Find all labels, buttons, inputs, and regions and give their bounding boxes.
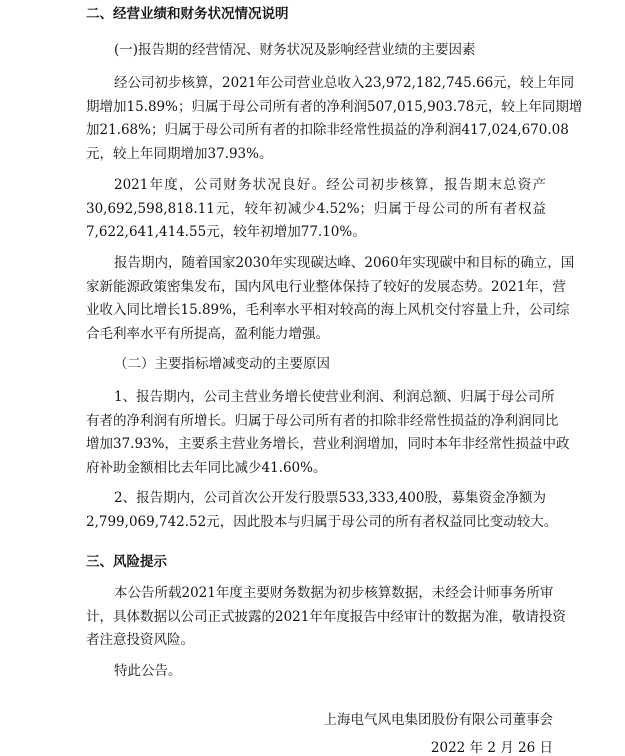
signature-date: 2022 年 2 月 26 日 <box>430 740 553 756</box>
text-line: 期增加15.89%；归属于母公司所有者的净利润507,015,903.78元，较上年同期增 <box>86 98 583 115</box>
text-line: 报告期内，随着国家2030年实现碳达峰、2060年实现碳中和目标的确立，国 <box>114 255 575 271</box>
paragraph-risk-warning <box>86 582 566 653</box>
text-line: 经公司初步核算，2021年公司营业总收入23,972,182,745.66元，较上年同 <box>114 75 575 91</box>
text-line: 家新能源政策密集发布，国内风电行业整体保持了较好的发展态势。2021年，营 <box>86 278 566 295</box>
text-line: 者注意投资风险。 <box>86 632 194 648</box>
text-line: 元，较上年同期增加37.93%。 <box>86 145 273 162</box>
closing-text: 特此公告。 <box>114 663 182 679</box>
text-line: 本公告所载2021年度主要财务数据为初步核算数据，未经会计师事务所审 <box>114 585 554 601</box>
paragraph-industry-context <box>86 252 575 346</box>
paragraph-reason-1 <box>86 386 570 480</box>
section-heading-risk: 三、风险提示 <box>86 554 167 570</box>
text-line: 增加37.93%，主要系主营业务增长，营业利润增加，同时本年非经常性损益中政 <box>86 436 570 452</box>
signature-company: 上海电气风电集团股份有限公司董事会 <box>323 712 553 728</box>
paragraph-financial-position <box>86 174 546 245</box>
text-line: 业收入同比增长15.89%，毛利率水平相对较高的海上风机交付容量上升，公司综 <box>86 302 570 318</box>
paragraph-reason-2 <box>86 487 558 534</box>
text-line: 合毛利率水平有所提高，盈利能力增强。 <box>86 325 329 342</box>
text-line: 2021年度，公司财务状况良好。经公司初步核算，报告期末总资产 <box>114 177 546 193</box>
text-line: 有者的净利润有所增长。归属于母公司所有者的扣除非经常性损益的净利润同比 <box>86 412 559 429</box>
text-line: 府补助金额相比去年同比减少41.60%。 <box>86 459 327 476</box>
text-line: 2、报告期内，公司首次公开发行股票533,333,400股，募集资金净额为 <box>114 490 546 506</box>
subheading-operating-factors: (一)报告期的经营情况、财务状况及影响经营业绩的主要因素 <box>114 42 476 58</box>
paragraph-closing <box>86 660 546 684</box>
text-line: 1、报告期内，公司主营业务增长使营业利润、利润总额、归属于母公司所 <box>114 389 555 405</box>
paragraph-revenue-profit <box>86 72 583 166</box>
text-line: 加21.68%；归属于母公司所有者的扣除非经常性损益的净利润417,024,670.08 <box>86 122 569 138</box>
text-line: 7,622,641,414.55元，较年初增加77.10%。 <box>86 224 366 240</box>
subheading-indicator-changes: （二）主要指标增减变动的主要原因 <box>114 356 330 372</box>
section-heading-performance: 二、经营业绩和财务状况情况说明 <box>86 6 289 22</box>
text-line: 30,692,598,818.11元，较年初减少4.52%；归属于母公司的所有者权益 <box>86 200 546 217</box>
text-line: 计，具体数据以公司正式披露的2021年年度报告中经审计的数据为准，敬请投资 <box>86 608 566 625</box>
text-line: 2,799,069,742.52元，因此股本与归属于母公司的所有者权益同比变动较大。 <box>86 513 558 530</box>
